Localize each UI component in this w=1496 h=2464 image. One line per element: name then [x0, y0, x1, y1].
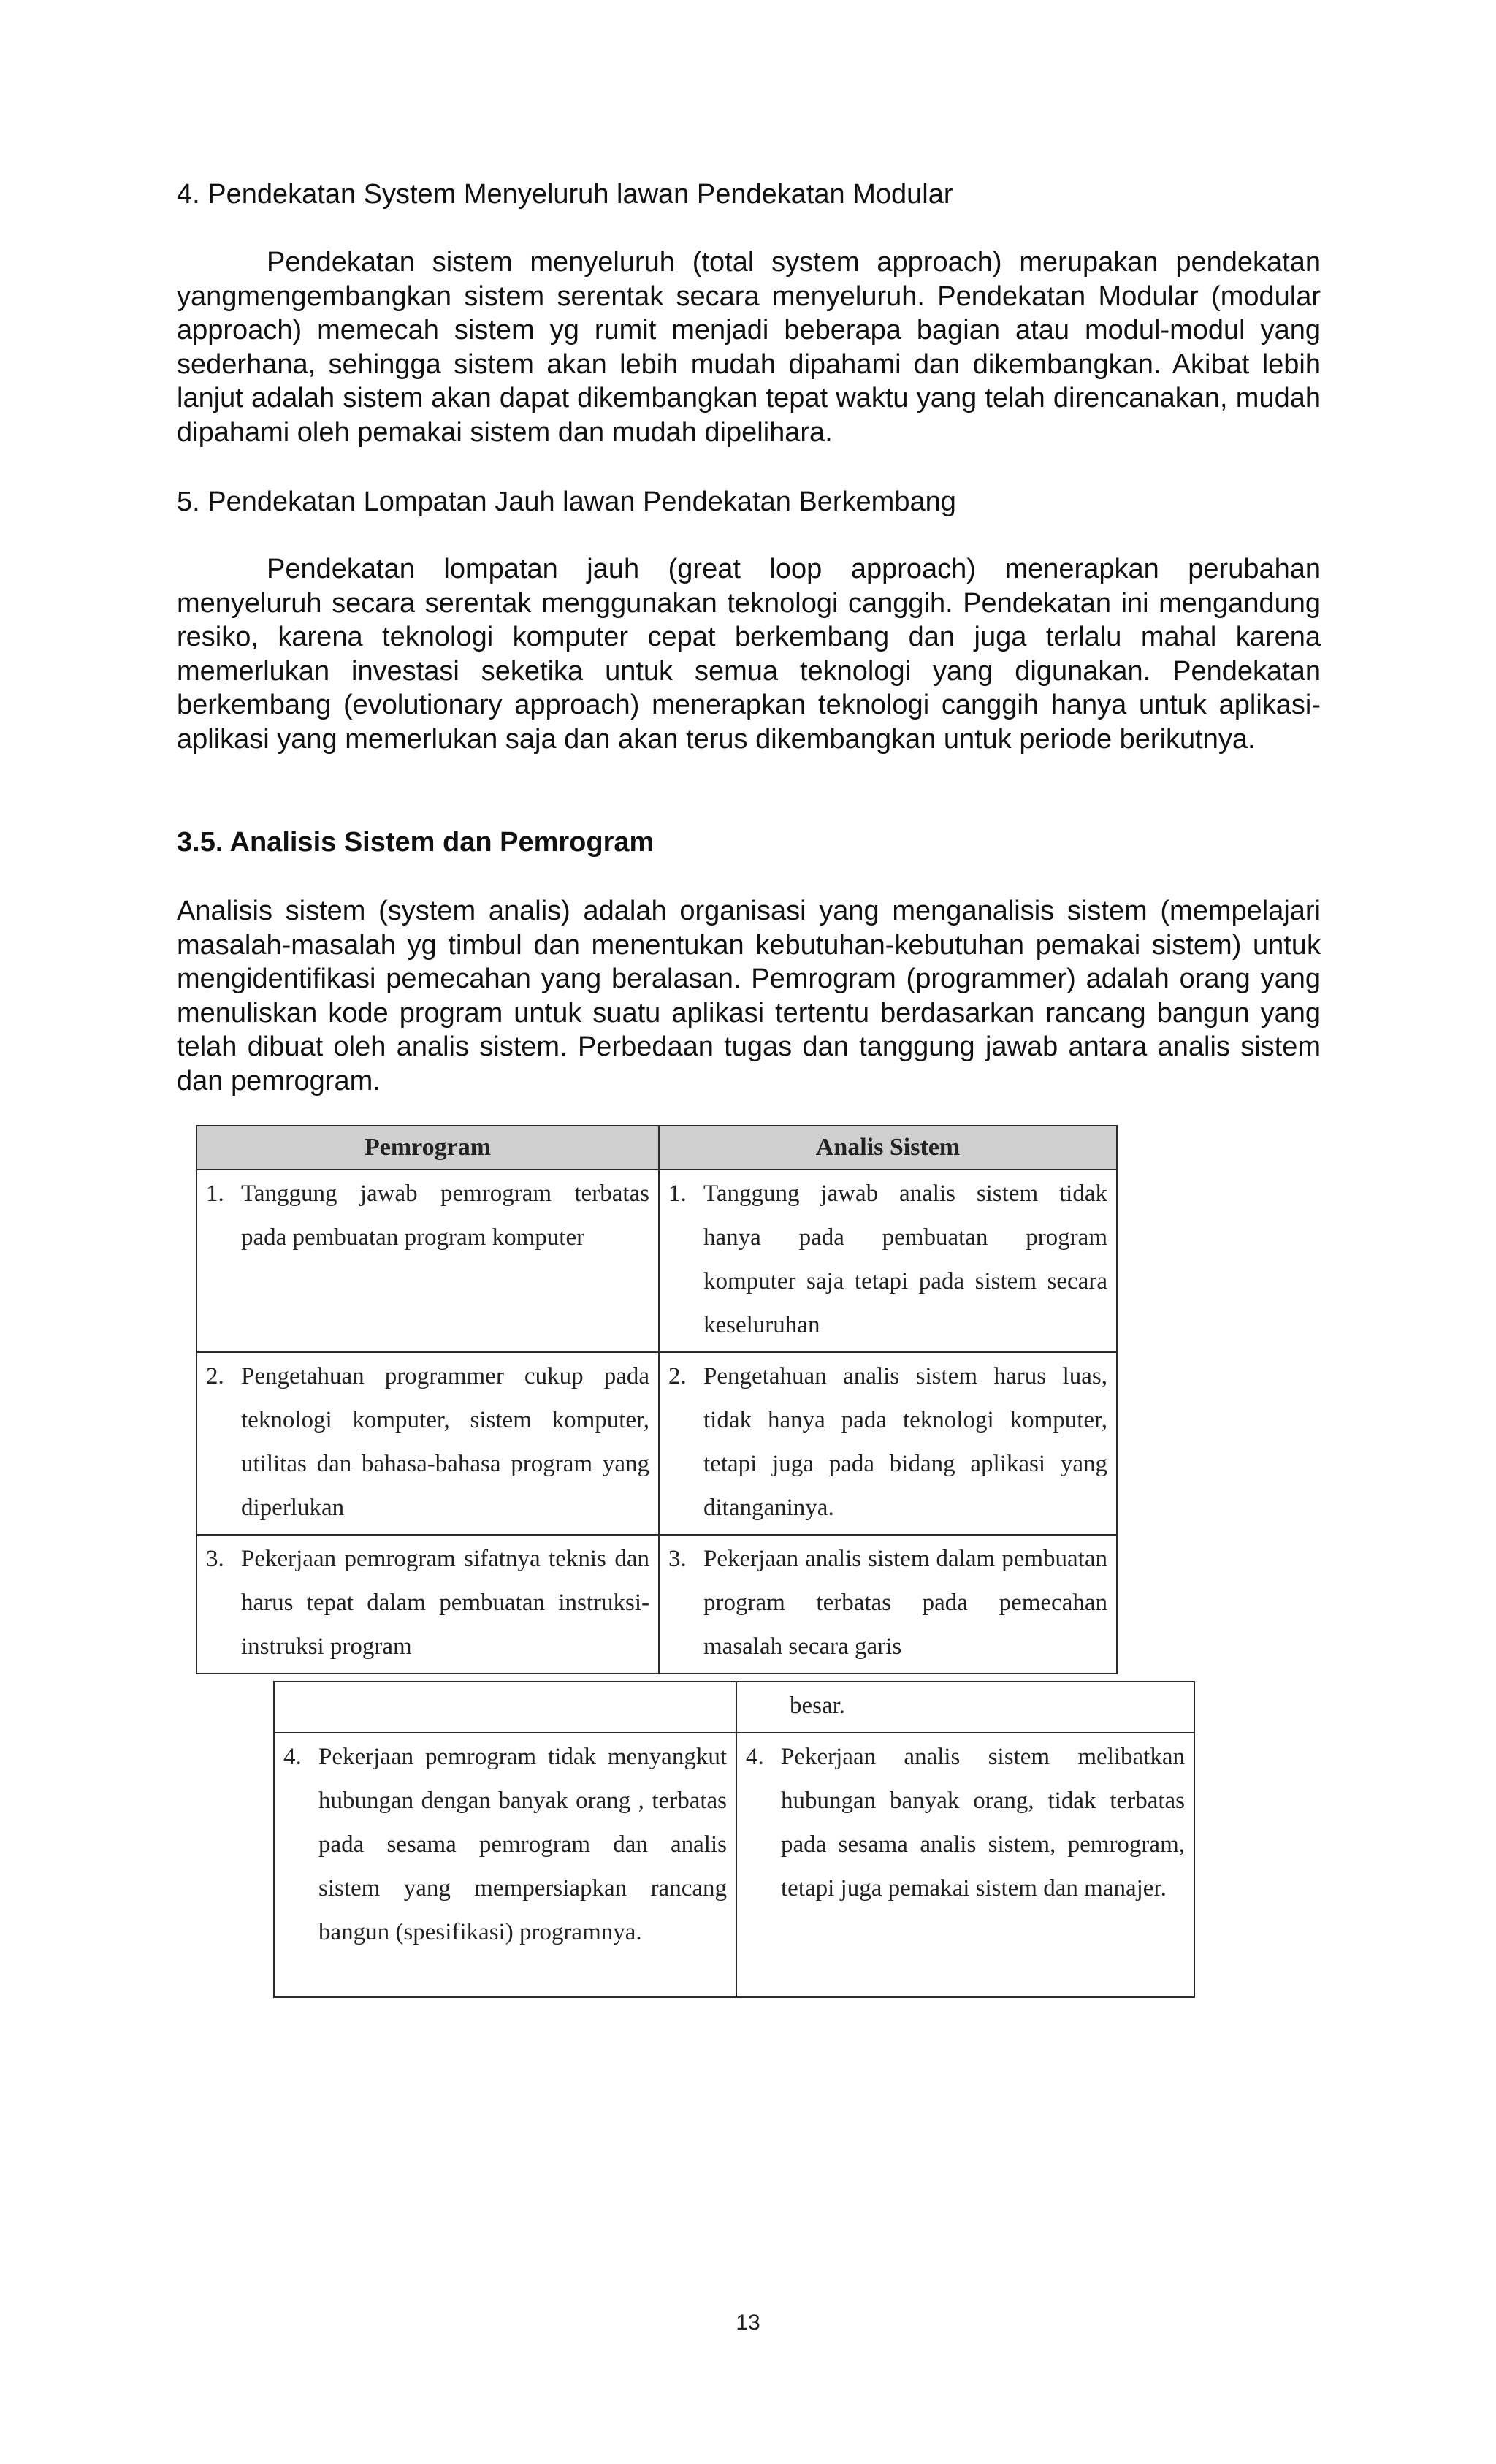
section-5-paragraph: Pendekatan lompatan jauh (great loop approach) menerapkan perubahan menyeluruh secara serentak menggunakan teknologi canggih. Pendekatan ini mengandung resiko, karena teknologi komputer cepat berkembang dan juga terlalu mahal karena memerlukan investasi seketika untuk semua teknologi yang digunakan. Pendekatan berkembang (evolutionary approach) menerapkan teknologi canggih hanya untuk aplikasi-aplikasi yang memerlukan saja dan akan terus dikembangkan untuk periode berikutnya.: [177, 554, 1321, 755]
table-cell: [274, 1733, 736, 1997]
table-cell: [736, 1733, 1194, 1997]
section-4-heading: 4. Pendekatan System Menyeluruh lawan Pendekatan Modular: [177, 179, 953, 210]
item-text: Pekerjaan analis sistem melibatkan hubungan banyak orang, tidak terbatas pada sesama analis sistem, pemrogram, tetapi juga pemakai sistem dan manajer.: [781, 1744, 1185, 1902]
section-3-5-paragraph: Analisis sistem (system analis) adalah organisasi yang menganalisis sistem (mempelajari masalah-masalah yg timbul dan menentukan kebutuhan-kebutuhan pemakai sistem) untuk mengidentifikasi pemecahan yang beralasan. Pemrogram (programmer) adalah orang yang menuliskan kode program untuk suatu aplikasi tertentu berdasarkan rancang bangun yang telah dibuat oleh analis sistem. Perbedaan tugas dan tanggung jawab antara analis sistem dan pemrogram.: [177, 896, 1321, 1096]
item-number: 3.: [206, 1546, 224, 1572]
table-cell: [659, 1170, 1117, 1352]
item-text: Pengetahuan programmer cukup pada teknologi komputer, sistem komputer, utilitas dan bahasa-bahasa program yang diperlukan: [241, 1363, 649, 1521]
item-number: 1.: [668, 1180, 687, 1207]
table-cell: [196, 1535, 659, 1674]
item-text: [275, 1682, 736, 1688]
table-row: [274, 1733, 1194, 1997]
item-number: 2.: [668, 1363, 687, 1389]
item-text: Pekerjaan analis sistem dalam pembuatan program terbatas pada pemecahan masalah secara garis: [703, 1546, 1107, 1660]
section-3-5-heading: 3.5. Analisis Sistem dan Pemrogram: [177, 827, 654, 858]
table-row: [196, 1352, 1117, 1535]
header-pemrogram: Pemrogram: [196, 1126, 659, 1170]
comparison-table: [196, 1125, 1118, 1674]
table-cell: [659, 1535, 1117, 1674]
item-number: 2.: [206, 1363, 224, 1389]
item-number: 4.: [746, 1744, 764, 1770]
item-number: 3.: [668, 1546, 687, 1572]
item-text: Pekerjaan pemrogram sifatnya teknis dan harus tepat dalam pembuatan instruksi-instruksi program: [241, 1546, 649, 1660]
page-number: 13: [736, 2311, 760, 2335]
section-4-paragraph: Pendekatan sistem menyeluruh (total system approach) merupakan pendekatan yangmengembangkan sistem serentak secara menyeluruh. Pendekatan Modular (modular approach) memecah sistem yg rumit menjadi beberapa bagian atau modul-modul yang sederhana, sehingga sistem akan lebih mudah dipahami dan dikembangkan. Akibat lebih lanjut adalah sistem akan dapat dikembangkan tepat waktu yang telah direncanakan, mudah dipahami oleh pemakai sistem dan mudah dipelihara.: [177, 247, 1321, 448]
table-cell: [274, 1682, 736, 1733]
table-cell: [736, 1682, 1194, 1733]
table-cell: [196, 1170, 659, 1352]
section-5-heading: 5. Pendekatan Lompatan Jauh lawan Pendekatan Berkembang: [177, 487, 956, 517]
header-analis-sistem: Analis Sistem: [659, 1126, 1117, 1170]
table-row: [274, 1682, 1194, 1733]
item-number: 1.: [206, 1180, 224, 1207]
item-text: Tanggung jawab analis sistem tidak hanya pada pembuatan program komputer saja tetapi pada sistem secara keseluruhan: [703, 1180, 1107, 1338]
comparison-table-continued: [273, 1681, 1195, 1998]
table-header-row: [196, 1126, 1117, 1170]
table-cell: [196, 1352, 659, 1535]
item-text: Pengetahuan analis sistem harus luas, tidak hanya pada teknologi komputer, tetapi juga pada bidang aplikasi yang ditanganinya.: [703, 1363, 1107, 1521]
item-text: Pekerjaan pemrogram tidak menyangkut hubungan dengan banyak orang , terbatas pada sesama pemrogram dan analis sistem yang mempersiapkan rancang bangun (spesifikasi) programnya.: [318, 1744, 727, 1945]
table-row: [196, 1535, 1117, 1674]
table-cell: [659, 1352, 1117, 1535]
item-text: besar.: [790, 1693, 846, 1719]
item-number: 4.: [283, 1744, 302, 1770]
table-row: [196, 1170, 1117, 1352]
item-text: Tanggung jawab pemrogram terbatas pada pembuatan program komputer: [241, 1180, 649, 1251]
